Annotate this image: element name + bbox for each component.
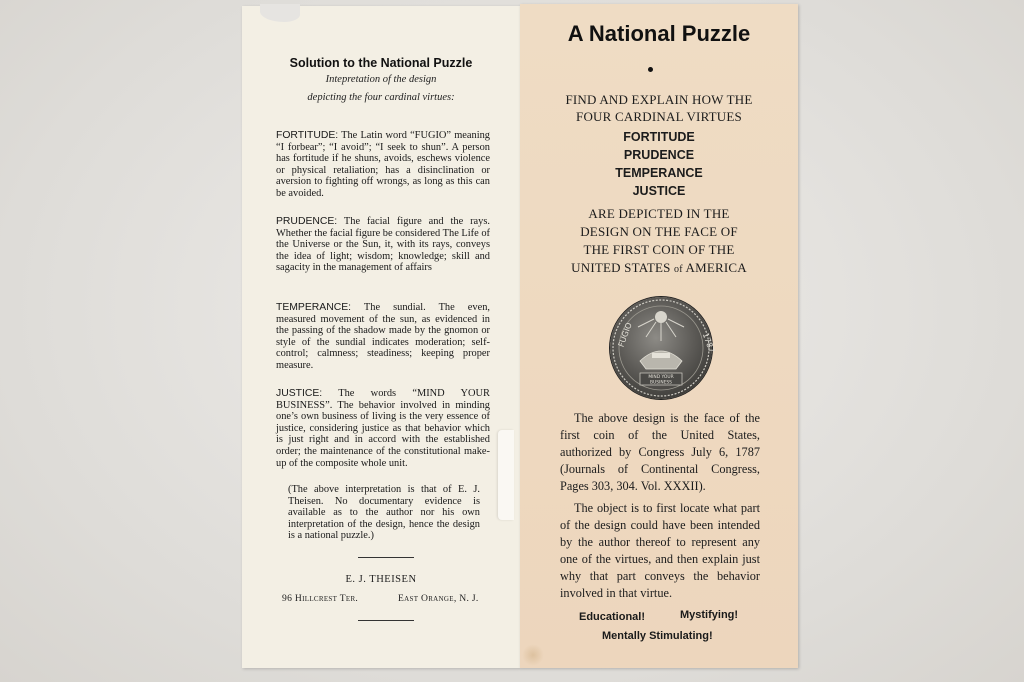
line6-part-b: of bbox=[674, 264, 683, 275]
instruction-line-4: DESIGN ON THE FACE OF bbox=[580, 224, 738, 239]
fortitude-heading: FORTITUDE: bbox=[276, 130, 339, 141]
coin-motto-1: MIND YOUR bbox=[648, 375, 674, 380]
torn-corner bbox=[260, 4, 300, 22]
author-name: E. J. THEISEN bbox=[345, 574, 417, 585]
justice-paragraph bbox=[276, 388, 490, 469]
instruction-line-5: THE FIRST COIN OF THE bbox=[583, 242, 735, 257]
virtue-justice: JUSTICE bbox=[632, 184, 686, 198]
solution-title: Solution to the National Puzzle bbox=[289, 56, 473, 70]
prudence-paragraph bbox=[276, 216, 490, 274]
solution-subtitle: Intepretation of the design bbox=[325, 74, 437, 85]
fugio-coin-image bbox=[610, 297, 717, 399]
line6-part-a: UNITED STATES bbox=[571, 260, 675, 275]
paper-stain bbox=[522, 644, 544, 666]
coin-year-text: 1787 bbox=[700, 331, 717, 354]
instruction-line-3: ARE DEPICTED IN THE bbox=[588, 206, 730, 221]
divider-bottom bbox=[358, 620, 414, 621]
justice-heading: JUSTICE: bbox=[276, 388, 323, 399]
virtue-fortitude: FORTITUDE bbox=[623, 130, 695, 144]
puzzle-leaflet bbox=[520, 4, 798, 668]
instruction-line-2: FOUR CARDINAL VIRTUES bbox=[576, 109, 742, 124]
coin-design-icon bbox=[610, 297, 717, 399]
coin-motto-2: BUSINESS bbox=[650, 380, 672, 386]
author-note: (The above interpretation is that of E. J. Theisen. No documentary evidence is available as to the author nor his own interpretation of the design, hence the design is a national puzzle.) bbox=[288, 484, 480, 542]
temperance-text: The sundial. The even, measured movement of the sun, as evidenced in the passing of the shadow made by the gnomon or style of the sundial indicates moderation; self-control; calmness; steadiness; keeping proper measure. bbox=[276, 302, 490, 371]
puzzle-title: A National Puzzle bbox=[567, 21, 751, 46]
prudence-heading: PRUDENCE: bbox=[276, 216, 338, 227]
coin-fugio-text: FUGIO bbox=[616, 321, 634, 349]
justice-text: The words “MIND YOUR BUSINESS”. The behavior involved in minding one’s own business of living is the very essence of justice, considering justice as that behavior which is just right and in accord with the established order; the maintenance of the constitutional make-up of the composite whole unit. bbox=[276, 388, 490, 469]
binding-strip bbox=[498, 430, 514, 520]
virtue-temperance: TEMPERANCE bbox=[615, 166, 703, 180]
solution-subtitle-2: depicting the four cardinal virtues: bbox=[307, 92, 455, 103]
tag-stimulating: Mentally Stimulating! bbox=[602, 630, 713, 642]
objective-paragraph: The object is to first locate what part of the design could have been intended by the author thereof to represent any one of the virtues, and then explain just why that part conveys the behavior involved in that virtue. bbox=[560, 501, 760, 600]
solution-leaflet bbox=[242, 6, 520, 668]
fortitude-paragraph bbox=[276, 130, 490, 200]
instruction-line-1: FIND AND EXPLAIN HOW THE bbox=[565, 92, 753, 107]
line6-part-c: AMERICA bbox=[682, 260, 747, 275]
address-city: East Orange, N. J. bbox=[398, 593, 479, 604]
instruction-line-6 bbox=[520, 260, 798, 276]
divider-top bbox=[358, 557, 414, 558]
temperance-heading: TEMPERANCE: bbox=[276, 302, 352, 313]
tag-educational: Educational! bbox=[579, 611, 646, 623]
prudence-text: The facial figure and the rays. Whether the facial figure be considered The Life of the Universe or the Sun, it, with its rays, conveys the idea of light; wisdom; knowledge; skill and sagacity in the management of affairs bbox=[276, 216, 490, 274]
virtue-prudence: PRUDENCE bbox=[623, 148, 695, 162]
fortitude-text: The Latin word “FUGIO” meaning “I forbear”; “I avoid”; “I seek to shun”. A person has fortitude if he shuns, avoids, eschews violence or physical retaliation; has a disinclination or aversion to fighting off wrongs, as long as this can be avoided. bbox=[276, 130, 490, 199]
temperance-paragraph bbox=[276, 302, 490, 372]
address-street: 96 Hillcrest Ter. bbox=[282, 593, 359, 604]
coin-history-paragraph: The above design is the face of the first coin of the United States, authorized by Congress July 6, 1787 (Journals of Continental Congress, Pages 303, 304. Vol. XXXII). bbox=[560, 411, 760, 493]
tag-mystifying: Mystifying! bbox=[680, 609, 739, 621]
bullet-dot bbox=[648, 67, 653, 72]
